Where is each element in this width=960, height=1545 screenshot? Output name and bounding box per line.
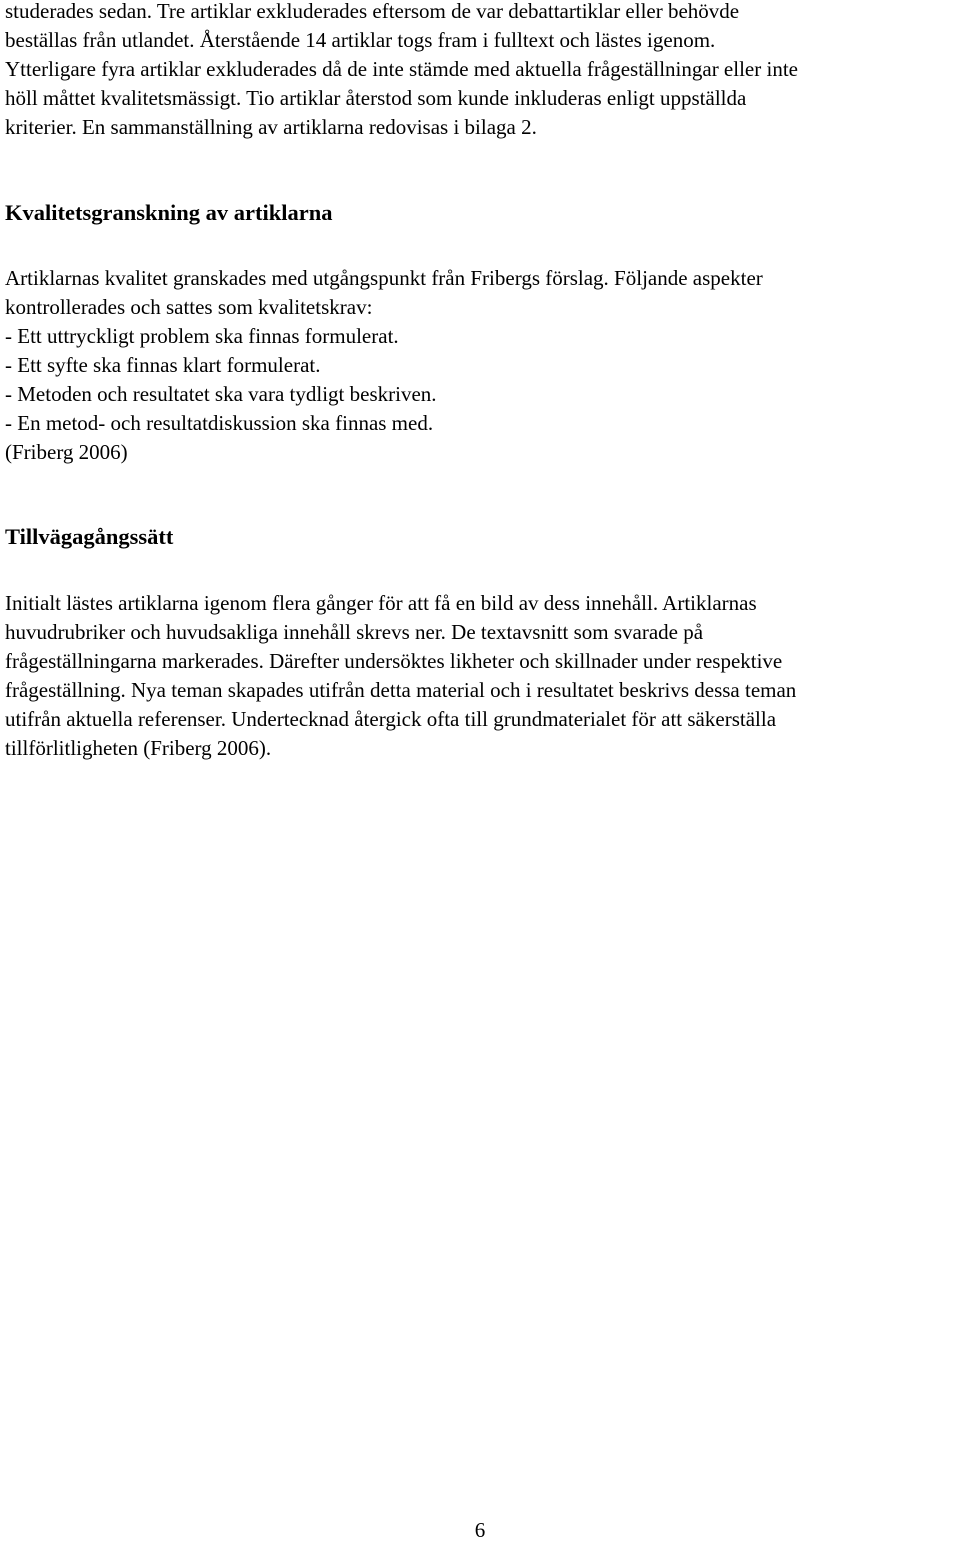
text-line: Initialt lästes artiklarna igenom flera gånger för att få en bild av dess innehåll. Artiklarnas bbox=[5, 591, 757, 615]
citation: (Friberg 2006) bbox=[5, 440, 128, 464]
text-line: frågeställningarna markerades. Därefter undersöktes likheter och skillnader under respektive bbox=[5, 649, 783, 673]
quality-paragraph bbox=[5, 264, 763, 467]
text-line: kriterier. En sammanställning av artiklarna redovisas i bilaga 2. bbox=[5, 115, 537, 139]
text-line: huvudrubriker och huvudsakliga innehåll skrevs ner. De textavsnitt som svarade på bbox=[5, 620, 704, 644]
text-line: studerades sedan. Tre artiklar exkluderades eftersom de var debattartiklar eller behövde bbox=[5, 0, 740, 23]
section-heading-method: Tillvägagångssätt bbox=[5, 524, 174, 549]
list-item: - Ett syfte ska finnas klart formulerat. bbox=[5, 353, 321, 377]
text-line: tillförlitligheten (Friberg 2006). bbox=[5, 736, 272, 760]
text-line: frågeställning. Nya teman skapades utifrån detta material och i resultatet beskrivs dessa teman bbox=[5, 678, 797, 702]
text-line: utifrån aktuella referenser. Undertecknad återgick ofta till grundmaterialet för att säkerställa bbox=[5, 707, 777, 731]
section-heading-quality: Kvalitetsgranskning av artiklarna bbox=[5, 200, 333, 225]
text-line: kontrollerades och sattes som kvalitetskrav: bbox=[5, 295, 373, 319]
text-line: beställas från utlandet. Återstående 14 artiklar togs fram i fulltext och lästes igenom. bbox=[5, 28, 716, 52]
text-line: höll måttet kvalitetsmässigt. Tio artiklar återstod som kunde inkluderas enligt uppställda bbox=[5, 86, 747, 110]
list-item: - En metod- och resultatdiskussion ska finnas med. bbox=[5, 411, 434, 435]
text-line: Ytterligare fyra artiklar exkluderades då de inte stämde med aktuella frågeställningar eller inte bbox=[5, 57, 798, 81]
intro-paragraph bbox=[5, 0, 798, 142]
method-paragraph bbox=[5, 589, 796, 763]
list-item: - Metoden och resultatet ska vara tydligt beskriven. bbox=[5, 382, 437, 406]
text-line: Artiklarnas kvalitet granskades med utgångspunkt från Fribergs förslag. Följande aspekter bbox=[5, 266, 763, 290]
list-item: - Ett uttryckligt problem ska finnas formulerat. bbox=[5, 324, 399, 348]
page-number: 6 bbox=[474, 1518, 486, 1542]
